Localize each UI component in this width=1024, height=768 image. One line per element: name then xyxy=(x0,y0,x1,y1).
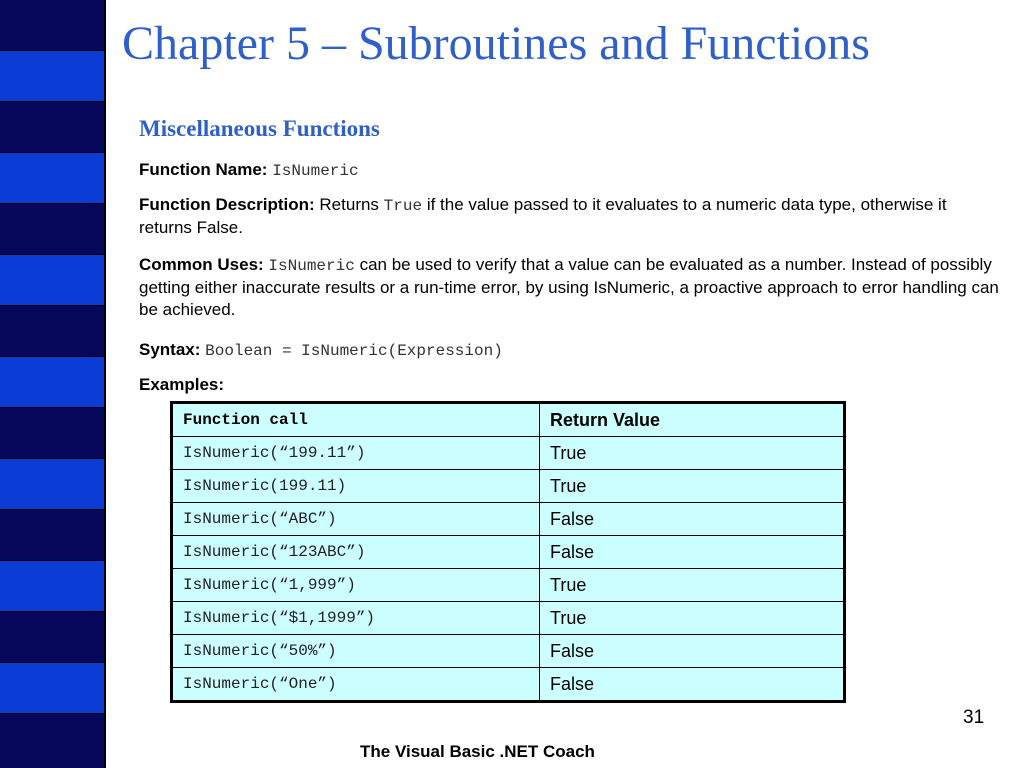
sidebar-decoration xyxy=(0,0,106,768)
uses-label: Common Uses: xyxy=(139,255,264,274)
function-call-cell: IsNumeric(“1,999”) xyxy=(172,569,540,602)
return-value-cell: True xyxy=(540,602,845,635)
table-row xyxy=(172,437,845,470)
function-name-label: Function Name: xyxy=(139,160,268,179)
sidebar-block xyxy=(0,714,104,768)
examples-label-line xyxy=(139,374,999,396)
return-value-cell: True xyxy=(540,437,845,470)
sidebar-block xyxy=(0,255,104,306)
examples-label: Examples: xyxy=(139,375,225,394)
slide-title: Chapter 5 – Subroutines and Functions xyxy=(122,17,870,70)
sidebar-block xyxy=(0,459,104,510)
function-description xyxy=(139,194,999,239)
table-row xyxy=(172,635,845,668)
return-value-cell: False xyxy=(540,668,845,702)
function-call-cell: IsNumeric(“One”) xyxy=(172,668,540,702)
description-part1: Returns xyxy=(319,195,379,214)
sidebar-block xyxy=(0,408,104,459)
function-call-cell: IsNumeric(“ABC”) xyxy=(172,503,540,536)
sidebar-block xyxy=(0,510,104,561)
syntax-label: Syntax: xyxy=(139,340,201,359)
table-row xyxy=(172,470,845,503)
column-header-function-call: Function call xyxy=(172,403,540,437)
table-row xyxy=(172,569,845,602)
section-heading: Miscellaneous Functions xyxy=(139,116,380,141)
function-call-cell: IsNumeric(199.11) xyxy=(172,470,540,503)
function-name-value: IsNumeric xyxy=(272,162,359,180)
sidebar-block xyxy=(0,204,104,255)
sidebar-block xyxy=(0,153,104,204)
table-row xyxy=(172,536,845,569)
common-uses xyxy=(139,254,999,321)
table-row xyxy=(172,668,845,702)
uses-text: can be used to verify that a value can be evaluated as a number. Instead of possibly getting either inaccurate results or a run-time error, by using IsNumeric, a proactive approach to error handling can be achieved. xyxy=(139,255,999,319)
sidebar-block xyxy=(0,51,104,102)
column-header-return-value: Return Value xyxy=(540,403,845,437)
uses-code: IsNumeric xyxy=(268,257,355,275)
page-number: 31 xyxy=(963,707,985,728)
function-name-line xyxy=(139,159,999,182)
sidebar-block xyxy=(0,357,104,408)
function-call-cell: IsNumeric(“$1,1999”) xyxy=(172,602,540,635)
footer-text: The Visual Basic .NET Coach xyxy=(360,742,595,761)
return-value-cell: False xyxy=(540,536,845,569)
sidebar-block xyxy=(0,306,104,357)
sidebar-block xyxy=(0,663,104,714)
function-call-cell: IsNumeric(“199.11”) xyxy=(172,437,540,470)
examples-table xyxy=(170,401,846,703)
syntax-value: Boolean = IsNumeric(Expression) xyxy=(205,342,503,360)
return-value-cell: False xyxy=(540,635,845,668)
return-value-cell: False xyxy=(540,503,845,536)
return-value-cell: True xyxy=(540,569,845,602)
sidebar-block xyxy=(0,612,104,663)
sidebar-block xyxy=(0,561,104,612)
table-header-row xyxy=(172,403,845,437)
syntax-line xyxy=(139,339,999,362)
sidebar-block xyxy=(0,0,104,51)
return-value-cell: True xyxy=(540,470,845,503)
table-row xyxy=(172,503,845,536)
description-code: True xyxy=(383,197,423,215)
function-call-cell: IsNumeric(“123ABC”) xyxy=(172,536,540,569)
function-call-cell: IsNumeric(“50%”) xyxy=(172,635,540,668)
sidebar-block xyxy=(0,102,104,153)
description-part2: if the value passed to it evaluates to a numeric data type, otherwise it returns False. xyxy=(139,195,947,237)
table-row xyxy=(172,602,845,635)
description-label: Function Description: xyxy=(139,195,315,214)
